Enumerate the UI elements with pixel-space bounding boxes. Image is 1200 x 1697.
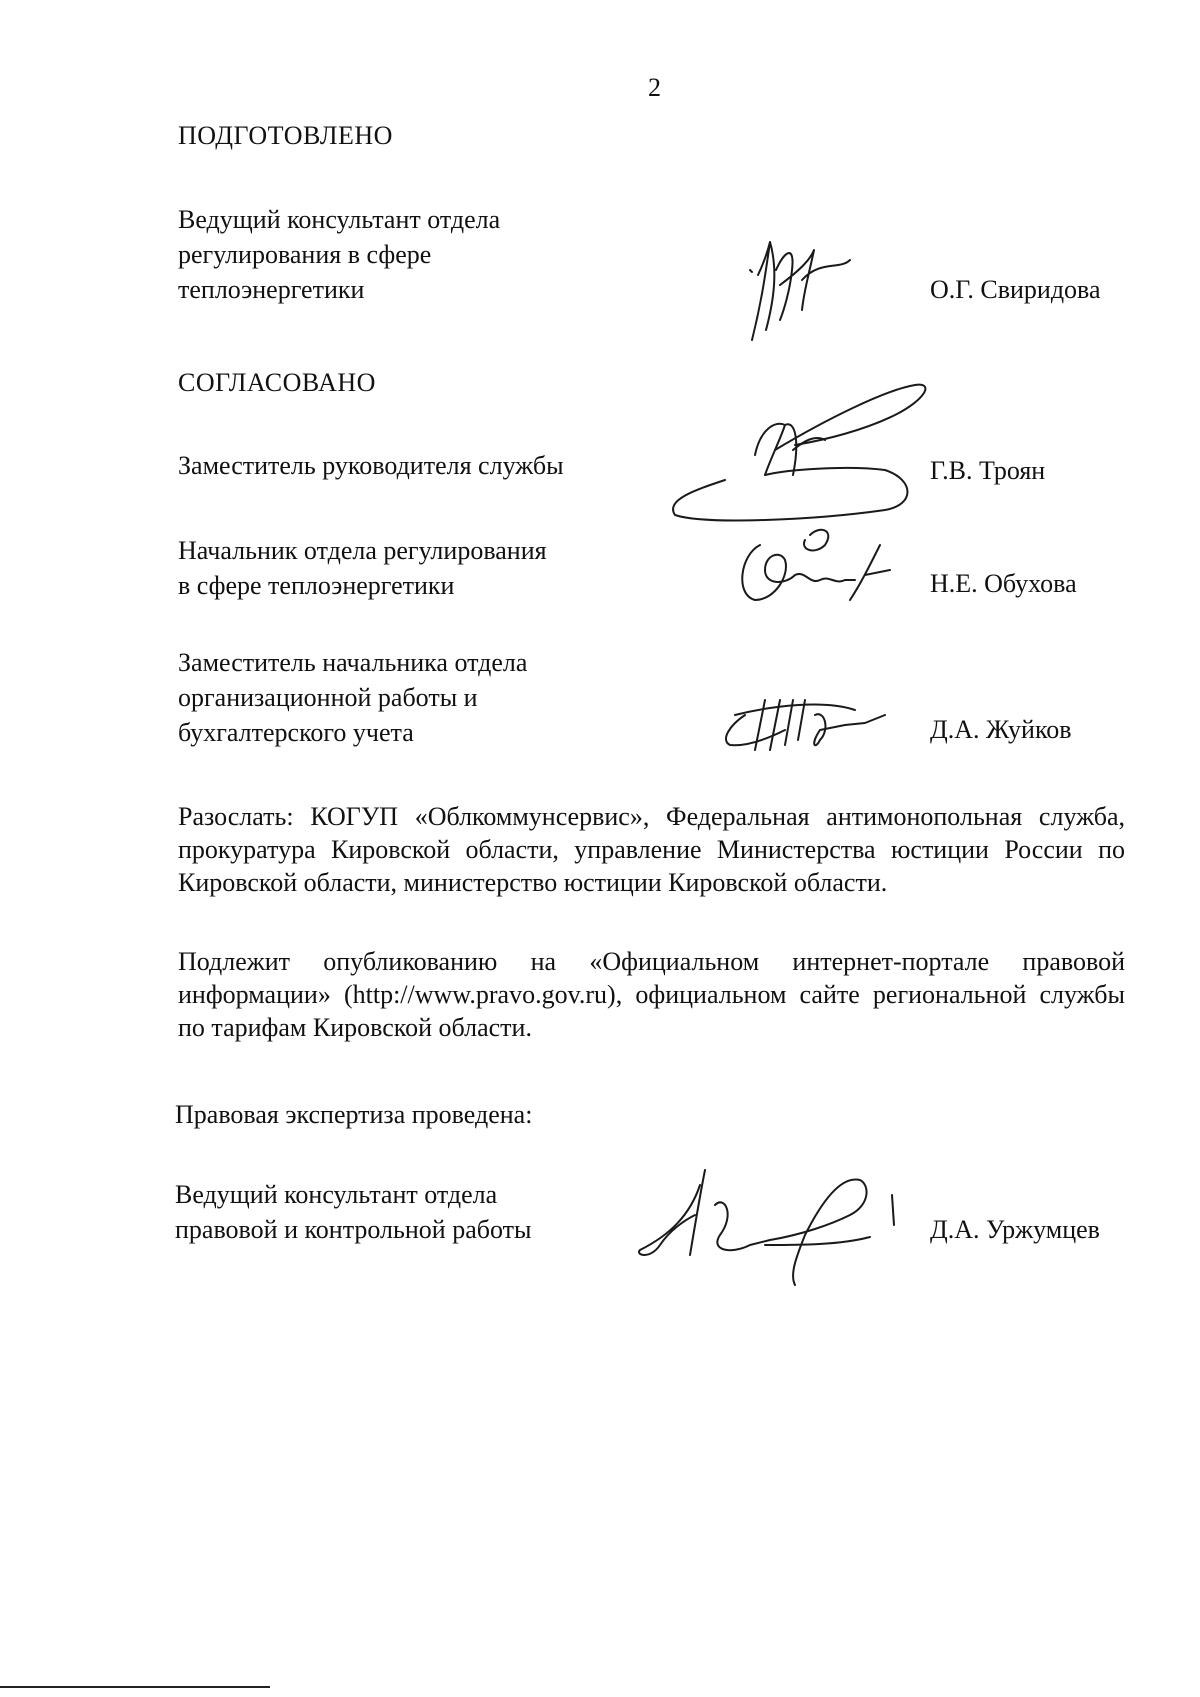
signature-urzhumtsev [630, 1165, 900, 1295]
position-line: теплоэнергетики [178, 275, 365, 304]
legal-review-name: Д.А. Уржумцев [930, 1215, 1100, 1244]
signer-position [178, 533, 547, 603]
page-number: 2 [648, 73, 661, 102]
signature-sviridova [740, 230, 900, 350]
legal-review-position [175, 1177, 531, 1247]
position-line: в сфере теплоэнергетики [178, 571, 455, 600]
signature-obukhova [730, 525, 910, 605]
position-line: правовой и контрольной работы [175, 1215, 532, 1244]
signature-zhuykov [715, 685, 915, 755]
prepared-heading: ПОДГОТОВЛЕНО [178, 121, 393, 150]
prepared-position [178, 202, 500, 307]
position-line: Начальник отдела регулирования [178, 536, 547, 565]
position-line: Ведущий консультант отдела [175, 1180, 498, 1209]
position-line: Ведущий консультант отдела [178, 205, 501, 234]
signature-troyan [665, 380, 935, 530]
position-line: бухгалтерского учета [178, 718, 414, 747]
agreed-heading: СОГЛАСОВАНО [178, 368, 376, 397]
position-line: Заместитель начальника отдела [178, 648, 528, 677]
signer-name: Г.В. Троян [930, 456, 1046, 485]
signer-position [178, 448, 564, 483]
signer-position [178, 645, 527, 750]
position-line: организационной работы и [178, 683, 478, 712]
position-line: Заместитель руководителя службы [178, 451, 564, 480]
signer-name: Д.А. Жуйков [930, 715, 1072, 744]
footnote-divider [0, 1686, 270, 1688]
distribution-paragraph: Разослать: КОГУП «Облкоммунсервис», Федеральная антимонопольная служба, прокуратура Кировской области, управление Министерства юстиции России по Кировской области, министерство юстиции Кировской области. [178, 802, 1125, 897]
legal-review-heading: Правовая экспертиза проведена: [175, 1100, 533, 1129]
signer-name: Н.Е. Обухова [930, 569, 1077, 598]
position-line: регулирования в сфере [178, 240, 432, 269]
prepared-name: О.Г. Свиридова [930, 275, 1101, 304]
publication-paragraph: Подлежит опубликованию на «Официальном интернет-портале правовой информации» (http://www.pravo.gov.ru), официальном сайте региональной службы по тарифам Кировской области. [178, 947, 1125, 1042]
